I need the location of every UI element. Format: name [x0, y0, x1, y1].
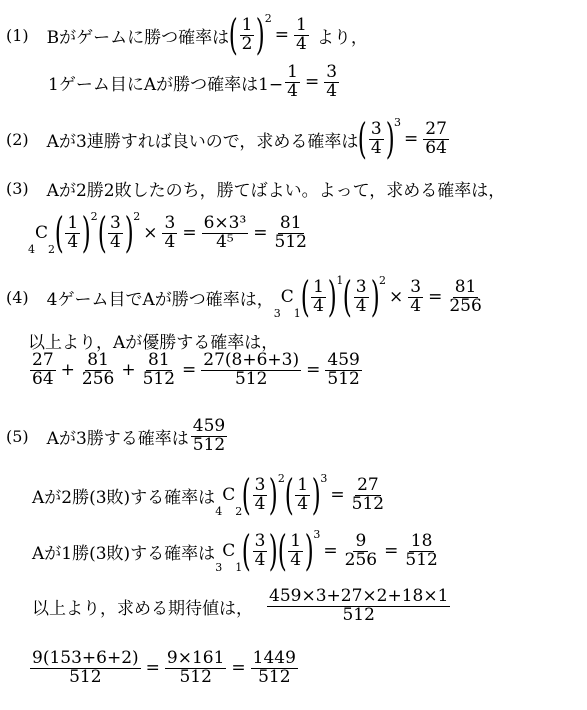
denominator: 4	[326, 80, 338, 101]
plus-sign: +	[60, 360, 75, 381]
right-paren: )	[269, 526, 279, 575]
fraction	[423, 118, 449, 158]
problem-5-number: (5)	[6, 426, 29, 446]
fraction	[201, 352, 301, 389]
numerator: 81	[454, 276, 477, 297]
denominator: 4	[290, 549, 302, 570]
combination-symbol: C	[280, 287, 294, 307]
fraction	[447, 276, 483, 316]
exponent: 2	[90, 210, 98, 223]
denominator: 512	[69, 666, 102, 687]
problem-3-number: (3)	[6, 179, 29, 198]
numerator: 9(153+6+2)	[32, 648, 139, 668]
equals-sign: =	[145, 658, 160, 679]
fraction	[240, 14, 255, 54]
fraction	[165, 650, 227, 687]
denominator: 2	[241, 33, 253, 54]
problem-3-line-1	[6, 176, 505, 201]
numerator: 459×3+27×2+18×1	[269, 586, 449, 606]
denominator: 64	[32, 368, 54, 389]
right-paren: )	[370, 272, 380, 321]
problem-1-number: (1)	[6, 25, 29, 45]
denominator: 256	[449, 295, 482, 316]
problem-5-line-3	[32, 526, 442, 575]
exponent: 2	[277, 472, 285, 485]
denominator: 4	[297, 493, 309, 514]
fraction	[202, 212, 249, 252]
combination-r: 2	[48, 243, 56, 256]
fraction	[408, 276, 423, 316]
left-paren: (	[343, 272, 353, 321]
one-win-text: Aが1勝(3敗)する確率は	[32, 543, 216, 564]
equals-sign: =	[323, 541, 338, 561]
fraction	[191, 418, 227, 455]
numerator: 1	[287, 62, 298, 82]
problem-1-text: Bがゲームに勝つ確率は	[46, 27, 230, 48]
denominator: 4	[67, 231, 79, 252]
right-paren: )	[124, 208, 134, 257]
numerator: 1	[290, 530, 302, 551]
combination-symbol: C	[222, 541, 236, 561]
fraction	[273, 212, 309, 252]
problem-2-text: Aが3連勝すれば良いので，求める確率は	[46, 131, 359, 152]
numerator: 3	[326, 62, 338, 82]
denominator: 256	[81, 368, 115, 389]
combination-symbol: C	[222, 485, 236, 505]
fraction	[80, 352, 116, 389]
expected-value-text: 以上より，求める期待値は，	[32, 598, 253, 619]
problem-1-text-2: 1ゲーム目にAが勝つ確率は1−	[48, 74, 284, 95]
numerator: 3	[254, 530, 266, 551]
exponent: 3	[394, 116, 402, 129]
fraction	[65, 212, 80, 252]
numerator: 1	[297, 474, 309, 495]
right-paren: )	[385, 114, 395, 163]
numerator: 81	[87, 350, 109, 370]
combination-r: 1	[293, 307, 301, 320]
fraction	[295, 474, 310, 514]
problem-5-line-5	[28, 650, 300, 687]
numerator: 9×161	[166, 648, 225, 668]
fraction	[285, 64, 300, 101]
equals-sign: =	[428, 287, 443, 307]
combination-n: 3	[273, 307, 281, 320]
right-paren: )	[256, 10, 266, 59]
denominator: 4	[110, 231, 121, 252]
equals-sign: =	[274, 25, 290, 45]
fraction	[403, 530, 439, 570]
exponent: 2	[133, 210, 141, 223]
right-paren: )	[81, 208, 91, 257]
exponent: 3	[320, 472, 328, 485]
right-paren: )	[311, 470, 321, 519]
two-wins-text: Aが2勝(3敗)する確率は	[32, 487, 216, 508]
numerator: 3	[410, 276, 422, 297]
denominator: 64	[425, 137, 447, 158]
problem-5-line-4	[32, 588, 452, 625]
denominator: 4	[296, 33, 307, 54]
plus-sign: +	[121, 360, 136, 381]
right-paren: )	[269, 470, 279, 519]
exponent: 2	[264, 12, 272, 25]
combination-r: 1	[235, 561, 243, 574]
denominator: 4⁵	[216, 231, 234, 252]
fraction	[30, 352, 56, 389]
problem-4-line-1	[6, 272, 486, 321]
combination-n: 4	[28, 243, 35, 256]
numerator: 3	[164, 212, 176, 233]
denominator: 256	[344, 549, 378, 570]
denominator: 4	[287, 80, 298, 101]
left-paren: (	[228, 10, 238, 59]
combination-r: 2	[235, 505, 243, 518]
numerator: 6×3³	[203, 212, 247, 233]
fraction	[350, 474, 386, 514]
numerator: 1449	[252, 648, 296, 668]
denominator: 512	[274, 231, 307, 252]
problem-1-line-2	[48, 64, 341, 101]
exponent: 3	[313, 528, 321, 541]
fraction	[343, 530, 379, 570]
denominator: 512	[258, 666, 291, 687]
numerator: 3	[254, 474, 266, 495]
numerator: 27	[357, 474, 379, 495]
fraction	[294, 14, 309, 54]
problem-5-line-1	[6, 418, 229, 455]
left-paren: (	[277, 526, 287, 575]
fraction	[253, 530, 268, 570]
right-paren: )	[304, 526, 314, 575]
exponent: 2	[379, 274, 386, 287]
denominator: 512	[192, 434, 226, 455]
numerator: 3	[370, 118, 382, 139]
problem-3-text: Aが2勝2敗したのち，勝てばよい。よって，求める確率は，	[46, 181, 506, 201]
fraction	[354, 276, 369, 316]
equals-sign: =	[231, 658, 246, 679]
combination-symbol: C	[35, 223, 49, 243]
equals-sign: =	[306, 360, 321, 381]
denominator: 4	[355, 295, 367, 316]
numerator: 3	[355, 276, 367, 297]
denominator: 4	[254, 549, 266, 570]
equals-sign: =	[182, 223, 197, 243]
equals-sign: =	[384, 541, 399, 561]
denominator: 512	[327, 368, 360, 389]
equals-sign: =	[330, 485, 345, 505]
denominator: 4	[370, 137, 382, 158]
numerator: 459	[192, 416, 226, 436]
fraction	[267, 588, 450, 625]
fraction	[251, 650, 298, 687]
fraction	[108, 212, 123, 252]
fraction	[325, 352, 361, 389]
denominator: 512	[405, 549, 438, 570]
fraction	[369, 118, 384, 158]
numerator: 3	[110, 212, 121, 233]
numerator: 1	[67, 212, 79, 233]
problem-4-number: (4)	[6, 287, 29, 307]
right-paren: )	[327, 272, 337, 321]
left-paren: (	[358, 114, 368, 163]
fraction	[162, 212, 177, 252]
fraction	[253, 474, 268, 514]
problem-4-line-3	[28, 352, 364, 389]
denominator: 4	[164, 231, 176, 252]
problem-1-tail: より，	[316, 27, 368, 48]
numerator: 459	[327, 350, 360, 370]
problem-2-number: (2)	[6, 129, 29, 149]
left-paren: (	[97, 208, 107, 257]
denominator: 512	[179, 666, 212, 687]
numerator: 27	[32, 350, 54, 370]
denominator: 512	[142, 368, 176, 389]
fraction	[30, 650, 141, 687]
combination-n: 3	[215, 561, 223, 574]
times-sign: ×	[143, 223, 158, 243]
denominator: 512	[342, 604, 375, 625]
numerator: 81	[148, 350, 170, 370]
numerator: 18	[410, 530, 433, 551]
problem-2-line	[6, 114, 451, 163]
left-paren: (	[300, 272, 310, 321]
fraction	[311, 276, 326, 316]
denominator: 4	[313, 295, 324, 316]
equals-sign: =	[304, 72, 320, 93]
problem-5-line-2	[32, 470, 388, 519]
equals-sign: =	[404, 129, 419, 149]
numerator: 27	[425, 118, 447, 139]
exponent: 1	[336, 274, 344, 287]
problem-4-text: 4ゲーム目でAが勝つ確率は，	[46, 289, 274, 310]
denominator: 4	[254, 493, 266, 514]
denominator: 512	[351, 493, 385, 514]
denominator: 4	[410, 295, 422, 316]
left-paren: (	[284, 470, 294, 519]
left-paren: (	[241, 526, 251, 575]
combination-n: 4	[215, 505, 223, 518]
times-sign: ×	[389, 287, 404, 307]
numerator: 1	[241, 14, 253, 35]
left-paren: (	[241, 470, 251, 519]
numerator: 27(8+6+3)	[203, 350, 300, 370]
left-paren: (	[54, 208, 64, 257]
numerator: 81	[279, 212, 302, 233]
fraction	[288, 530, 303, 570]
problem-5-text: Aが3勝する確率は	[46, 428, 189, 449]
problem-1-line-1	[6, 10, 368, 59]
numerator: 9	[355, 530, 367, 551]
equals-sign: =	[253, 223, 268, 243]
numerator: 1	[313, 276, 324, 297]
problem-3-line-2	[28, 208, 311, 257]
summary-text: 以上より，Aが優勝する確率は，	[28, 333, 279, 353]
fraction	[141, 352, 177, 389]
equals-sign: =	[182, 360, 197, 381]
numerator: 1	[296, 14, 307, 35]
denominator: 512	[234, 368, 268, 389]
fraction	[324, 64, 339, 101]
